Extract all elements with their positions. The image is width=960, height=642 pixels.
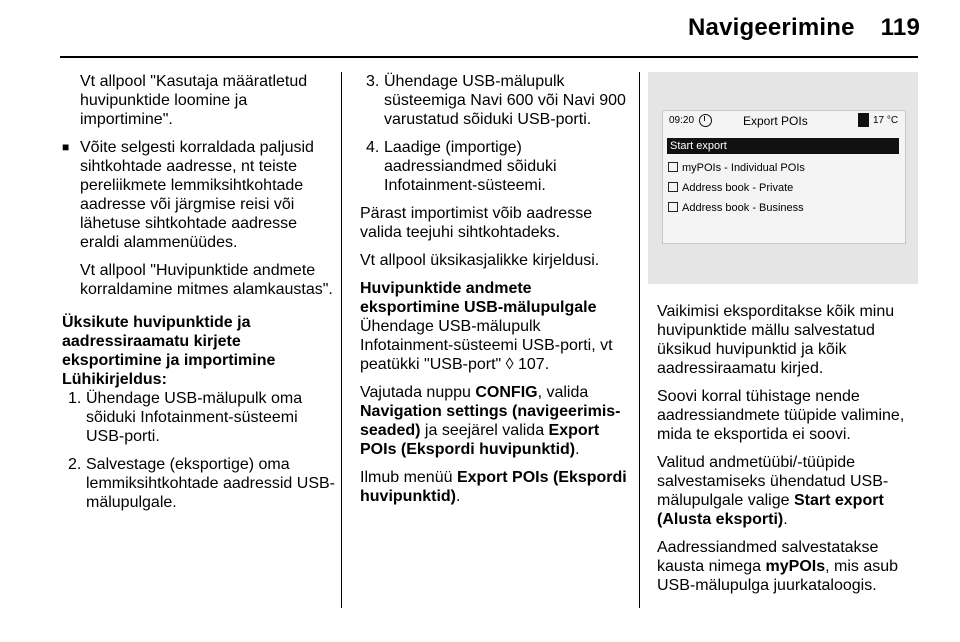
paragraph: Valitud andmetüübi/-tüüpide salvestamiseks ühendatud USB-mälupulgale valige Start export (Alusta eksporti).	[657, 454, 889, 528]
list-item	[62, 455, 337, 512]
section-heading: Üksikute huvipunktide ja aadressiraamatu kirjete eksportimine ja importimine	[62, 314, 276, 369]
paragraph: Ühendage USB-mälupulk Infotainment-süsteemi USB-porti, vt peatükki "USB-port" ◊ 107.	[360, 318, 613, 373]
subheading: Lühikirjeldus:	[62, 371, 167, 388]
step-text: Ühendage USB-mälupulk süsteemiga Navi 600 või Navi 900 varustatud sõiduki USB-porti.	[384, 73, 626, 128]
paragraph: Vt allpool "Huvipunktide andmete korraldamine mitmes alamkaustas".	[80, 262, 333, 298]
step-list	[360, 72, 628, 195]
paragraph: Vt allpool üksikasjalikke kirjeldusi.	[360, 252, 600, 269]
page-number: 119	[880, 14, 920, 41]
step-text: Ühendage USB-mälupulk oma sõiduki Infotainment-süsteemi USB-porti.	[86, 390, 303, 445]
paragraph: Ilmub menüü Export POIs (Ekspordi huvipunktid).	[360, 469, 627, 505]
column-1	[62, 72, 337, 521]
column-divider	[639, 72, 640, 608]
checkbox-icon	[668, 162, 678, 172]
column-3	[657, 302, 923, 604]
screen-temperature: 17 °C	[873, 115, 899, 126]
column-2	[360, 72, 628, 515]
step-text: Salvestage (eksportige) oma lemmiksihtkohtade aadressid USB-mälupulgale.	[86, 456, 335, 511]
start-export-item[interactable]: Start export	[667, 138, 899, 154]
checkbox-icon	[668, 182, 678, 192]
checkbox-icon	[668, 202, 678, 212]
list-item	[62, 389, 337, 446]
screen-status-bar	[663, 111, 905, 131]
list-item	[360, 138, 628, 195]
paragraph: Pärast importimist võib aadresse valida teejuhi sihtkohtadeks.	[360, 205, 593, 241]
paragraph: Vt allpool "Kasutaja määratletud huvipunktide loomine ja importimine".	[80, 73, 308, 128]
paragraph: Soovi korral tühistage nende aadressiandmete tüüpide valimine, mida te eksportida ei soovi.	[657, 388, 905, 443]
header-rule	[60, 56, 918, 58]
step-number: 4.	[366, 139, 380, 156]
header-title: Navigeerimine	[687, 14, 855, 41]
screen-menu-item[interactable]: Address book - Private	[668, 181, 793, 194]
clock-icon	[699, 114, 712, 127]
screen-time: 09:20	[669, 115, 695, 126]
step-number: 3.	[366, 73, 380, 90]
screen-title: Export POIs	[743, 114, 808, 128]
page-header	[0, 14, 920, 42]
menu-screenshot	[648, 72, 918, 284]
screen-menu-item[interactable]: myPOIs - Individual POIs	[668, 161, 805, 174]
screen-menu-item[interactable]: Address book - Business	[668, 201, 804, 214]
phone-icon	[858, 113, 869, 127]
infotainment-screen	[662, 110, 906, 244]
bullet-item: ■ Võite selgesti korraldada paljusid sihtkohtade aadresse, nt teiste pereliikmete lemmiksihtkohtade aadresse või järgmise reisi või lähetuse sihtkohtade aadresse eraldi alammenüüdes.	[62, 138, 337, 252]
paragraph: Vajutada nuppu CONFIG, valida Navigation settings (navigeerimis-seaded) ja seejärel valida Export POIs (Ekspordi huvipunktid).	[360, 384, 621, 458]
step-list	[62, 389, 337, 512]
step-text: Laadige (importige) aadressiandmed sõiduki Infotainment-süsteemi.	[384, 139, 557, 194]
paragraph: Aadressiandmed salvestatakse kausta nimega myPOIs, mis asub USB-mälupulga juurkataloogis.	[657, 539, 899, 594]
column-divider	[341, 72, 342, 608]
list-item	[360, 72, 628, 129]
step-number: 1.	[68, 390, 82, 407]
paragraph: Vaikimisi eksporditakse kõik minu huvipunktide mällu salvestatud üksikud huvipunktid ja kõik aadressiraamatu kirjed.	[657, 303, 895, 377]
section-heading: Huvipunktide andmete eksportimine USB-mälupulgale	[360, 280, 597, 316]
step-number: 2.	[68, 456, 82, 473]
